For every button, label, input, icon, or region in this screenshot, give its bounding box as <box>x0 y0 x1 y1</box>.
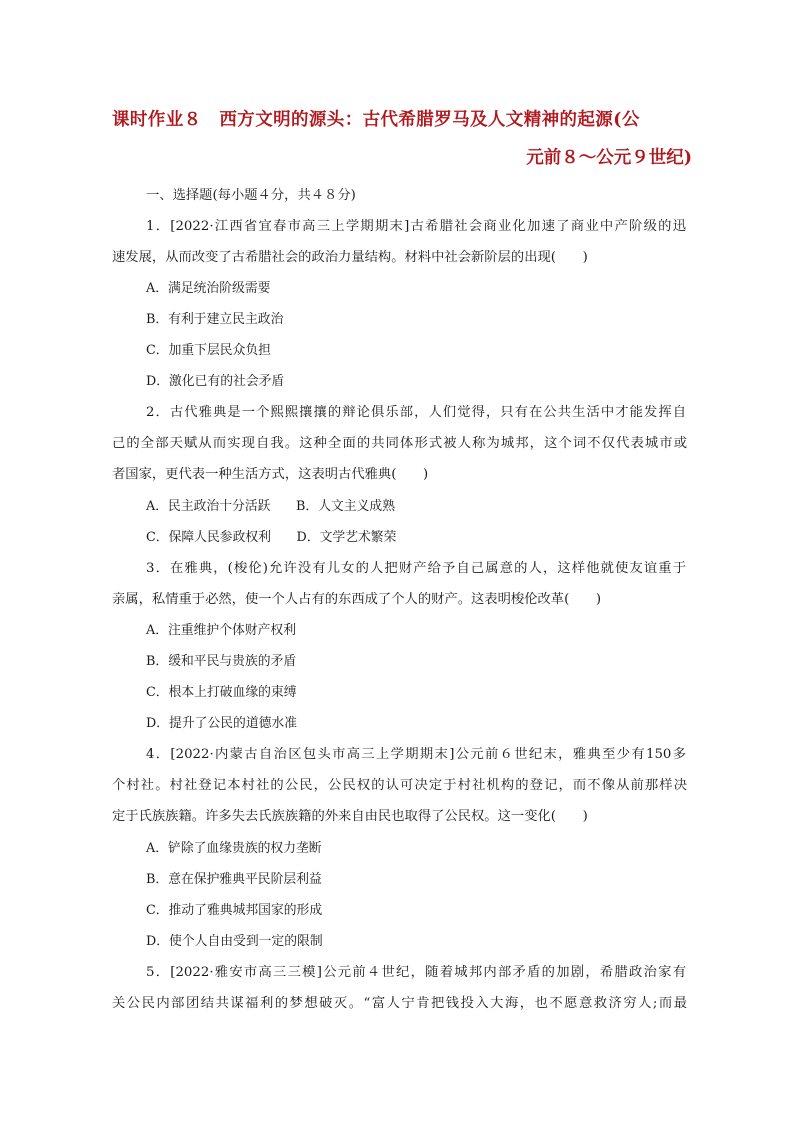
question-3-option-d: D．提升了公民的道德水准 <box>146 716 298 731</box>
question-1-option-a: A．满足统治阶级需要 <box>146 281 271 296</box>
question-2-line-3: 者国家，更代表一种生活方式，这表明古代雅典( ) <box>112 467 429 482</box>
question-4-option-a: A．铲除了血缘贵族的权力垄断 <box>146 841 322 856</box>
question-3-option-a: A．注重维护个体财产权利 <box>146 623 297 638</box>
question-2-line-2: 己的全部天赋从而实现自我。这种全面的共同体形式被人称为城邦，这个词不仅代表城市或 <box>112 436 687 451</box>
question-2-line-1: 2．古代雅典是一个熙熙攘攘的辩论俱乐部，人们觉得，只有在公共生活中才能发挥自 <box>146 405 686 420</box>
question-2-option-ab: A．民主政治十分活跃 B．人文主义成熟 <box>146 499 395 514</box>
question-1-option-b: B．有利于建立民主政治 <box>146 312 284 327</box>
page-title-line-1: 课时作业８ 西方文明的源头：古代希腊罗马及人文精神的起源(公 <box>112 110 640 130</box>
question-4-option-b: B．意在保护雅典平民阶层利益 <box>146 872 322 887</box>
question-4-option-c: C．推动了雅典城邦国家的形成 <box>146 903 323 918</box>
question-5-line-2: 关公民内部团结共谋福利的梦想破灭。“富人宁肯把钱投入大海，也不愿意救济穷人;而最 <box>112 996 687 1011</box>
page-title-line-2: 元前８～公元９世纪) <box>526 148 692 168</box>
question-4-line-2: 个村社。村社登记本村社的公民，公民权的认可决定于村社机构的登记，而不像从前那样决 <box>112 778 687 793</box>
question-1-option-d: D．激化已有的社会矛盾 <box>146 374 285 389</box>
section-heading: 一、选择题(每小题４分，共４８分) <box>146 188 356 203</box>
question-1-line-1: 1．[2022·江西省宜春市高三上学期期末]古希腊社会商业化加速了商业中产阶级的迅 <box>146 219 686 234</box>
question-2-option-cd: C．保障人民参政权利 D．文学艺术繁荣 <box>146 530 397 545</box>
question-1-option-c: C．加重下层民众负担 <box>146 343 271 358</box>
question-3-option-c: C．根本上打破血缘的束缚 <box>146 685 297 700</box>
question-4-line-1: 4．[2022·内蒙古自治区包头市高三上学期期末]公元前６世纪末，雅典至少有150多 <box>146 747 686 762</box>
question-3-option-b: B．缓和平民与贵族的矛盾 <box>146 654 297 669</box>
question-4-line-3: 定于氏族族籍。许多失去氏族族籍的外来自由民也取得了公民权。这一变化( ) <box>112 809 588 824</box>
question-3-line-2: 亲属，私情重于必然，使一个人占有的东西成了个人的财产。这表明梭伦改革( ) <box>112 592 602 607</box>
question-3-line-1: 3．在雅典，(梭伦)允许没有儿女的人把财产给予自己属意的人，这样他就使友谊重于 <box>146 561 686 576</box>
question-4-option-d: D．使个人自由受到一定的限制 <box>146 934 323 949</box>
question-1-line-2: 速发展，从而改变了古希腊社会的政治力量结构。材料中社会新阶层的出现( ) <box>112 250 588 265</box>
question-5-line-1: 5．[2022·雅安市高三三模]公元前４世纪，随着城邦内部矛盾的加剧，希腊政治家有 <box>146 965 686 980</box>
